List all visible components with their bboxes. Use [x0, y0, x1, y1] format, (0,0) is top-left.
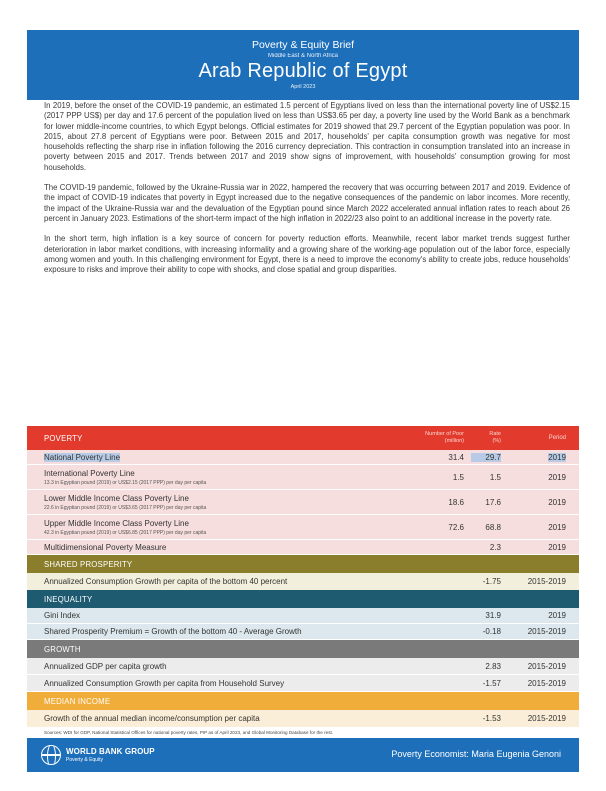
table-row [27, 573, 579, 590]
logo-subtitle: Poverty & Equity [66, 757, 103, 763]
row-poor: 1.5 [452, 472, 464, 482]
row-poor: 72.6 [448, 522, 464, 532]
row-label: International Poverty Line 13.3 in Egyptian pound (2019) or US$2.15 (2017 PPP) per day per capita [44, 468, 207, 486]
row-poor: 18.6 [448, 497, 464, 507]
row-label: Upper Middle Income Class Poverty Line 42.3 in Egyptian pound (2019) or US$6.85 (2017 PPP) per day per capita [44, 518, 207, 536]
brief-header [27, 30, 579, 100]
table-row [27, 658, 579, 675]
row-label: Growth of the annual median income/consumption per capita [44, 714, 260, 723]
row-period: 2019 [548, 497, 566, 507]
row-poor: 31.4 [448, 452, 464, 462]
row-sublabel: 22.6 in Egyptian pound (2019) or US$3.65 (2017 PPP) per day per capita [44, 504, 207, 511]
table-row [27, 608, 579, 624]
growth-header [27, 640, 579, 658]
table-row [27, 450, 579, 465]
row-period: 2015-2019 [527, 678, 566, 688]
row-rate: 2.83 [485, 661, 501, 671]
row-label: Annualized GDP per capita growth [44, 661, 167, 671]
row-label: Annualized Consumption Growth per capita of the bottom 40 percent [44, 577, 288, 586]
poverty-economist: Poverty Economist: Maria Eugenia Genoni [391, 749, 561, 759]
row-rate: -1.53 [482, 714, 501, 723]
row-label: Gini Index [44, 611, 81, 620]
inequality-title: INEQUALITY [44, 594, 93, 604]
row-period: 2015-2019 [527, 577, 566, 586]
row-period: 2019 [548, 472, 566, 482]
median-income-header [27, 692, 579, 710]
inequality-header [27, 590, 579, 608]
row-period: 2015-2019 [527, 661, 566, 671]
indicators-table [27, 426, 579, 727]
row-period: 2019 [548, 611, 566, 620]
row-label: Shared Prosperity Premium = Growth of the bottom 40 - Average Growth [44, 627, 302, 636]
row-label: Lower Middle Income Class Poverty Line 22.6 in Egyptian pound (2019) or US$3.65 (2017 PPP) per day per capita [44, 493, 207, 511]
logo-title: WORLD BANK GROUP [66, 747, 155, 756]
growth-title: GROWTH [44, 644, 81, 654]
footer-bar [27, 738, 579, 772]
row-sublabel: 13.3 in Egyptian pound (2019) or US$2.15 (2017 PPP) per day per capita [44, 479, 207, 486]
col-rate: Rate (%) [489, 431, 501, 444]
table-row [27, 540, 579, 555]
row-rate: 1.5 [489, 472, 501, 482]
row-rate: -0.18 [482, 627, 501, 636]
row-rate: 31.9 [485, 611, 501, 620]
row-sublabel: 42.3 in Egyptian pound (2019) or US$6.85 (2017 PPP) per day per capita [44, 529, 207, 536]
table-row [27, 624, 579, 640]
row-rate: 2.3 [489, 542, 501, 552]
poverty-section-header [27, 426, 579, 450]
table-row [27, 675, 579, 692]
world-bank-logo [41, 745, 155, 765]
narrative-text [44, 101, 570, 285]
row-rate: -1.75 [482, 577, 501, 586]
row-period: 2019 [548, 542, 566, 552]
row-label: Multidimensional Poverty Measure [44, 542, 167, 552]
row-rate: 68.8 [485, 522, 501, 532]
paragraph-1: In 2019, before the onset of the COVID-19 pandemic, an estimated 1.5 percent of Egyptians lived on less than the international poverty line of US$2.15 (2017 PPP US$) per day and 17.6 percent of the population lived on less than US$3.65 per day, a poverty line used by the World Bank as a benchmark for lower middle-income countries, to which Egypt belongs. Official estimates for 2019 showed that 29.7 percent of the Egyptian population was poor. In 2015, about 27.8 percent of Egyptians were poor. Between 2015 and 2017, households' per capita consumption growth was negative for most households reflecting the sharp rise in inflation following the 2016 currency depreciation. This contraction in consumption translated into an increase in poverty between 2015 and 2017. Trends between 2017 and 2019 show signs of improvement, with households' consumption growing for most households. [44, 101, 570, 172]
paragraph-2: The COVID-19 pandemic, followed by the Ukraine-Russia war in 2022, hampered the recovery that was occurring between 2017 and 2019. Evidence of the impact of COVID-19 indicates that poverty in Egypt increased due to the negative consequences of the pandemic on labor incomes. More recently, the impact of the Ukraine-Russia war and the devaluation of the Egyptian pound since March 2022 accelerated annual inflation rates to reach about 26 percent in January 2023. Estimations of the short-term impact of the high inflation in 2022/23 also point to an additional increase in the poverty rate. [44, 183, 570, 223]
table-row [27, 465, 579, 490]
row-period: 2019 [548, 452, 566, 462]
globe-icon [41, 745, 61, 765]
row-rate: -1.57 [482, 678, 501, 688]
row-rate: 17.6 [485, 497, 501, 507]
shared-prosperity-header [27, 555, 579, 573]
table-row [27, 515, 579, 540]
sources-note: Sources: WDI for GDP, National Statistical Offices for national poverty rates, PIP as of April 2023, and Global Monitoring Database for the rest. [44, 730, 334, 735]
row-period: 2015-2019 [527, 627, 566, 636]
row-period: 2019 [548, 522, 566, 532]
brief-date: April 2023 [290, 84, 316, 90]
col-period: Period [548, 434, 566, 441]
shared-prosperity-title: SHARED PROSPERITY [44, 559, 133, 569]
row-period: 2015-2019 [527, 714, 566, 723]
region-label: Middle East & North Africa [267, 53, 339, 59]
poverty-title: POVERTY [44, 433, 83, 443]
country-title: Arab Republic of Egypt [198, 60, 408, 82]
row-label: Annualized Consumption Growth per capita from Household Survey [44, 678, 285, 688]
row-rate: 29.7 [471, 453, 501, 462]
table-row [27, 490, 579, 515]
brief-type: Poverty & Equity Brief [251, 39, 355, 51]
row-label: National Poverty Line [44, 452, 121, 462]
table-row [27, 710, 579, 727]
paragraph-3: In the short term, high inflation is a key source of concern for poverty reduction efforts. Meanwhile, recent labor market trends suggest further deterioration in labor market conditions, with increasing informality and a growing share of the working-age population out of the labor force, especially among women and youth. In this challenging environment for Egypt, there is a need to improve the economy's ability to create jobs, reduce households' exposure to risks and improve their ability to cope with shocks, and close spatial and group disparities. [44, 234, 570, 275]
median-income-title: MEDIAN INCOME [44, 696, 111, 706]
col-number-of-poor: Number of Poor (million) [425, 431, 464, 444]
